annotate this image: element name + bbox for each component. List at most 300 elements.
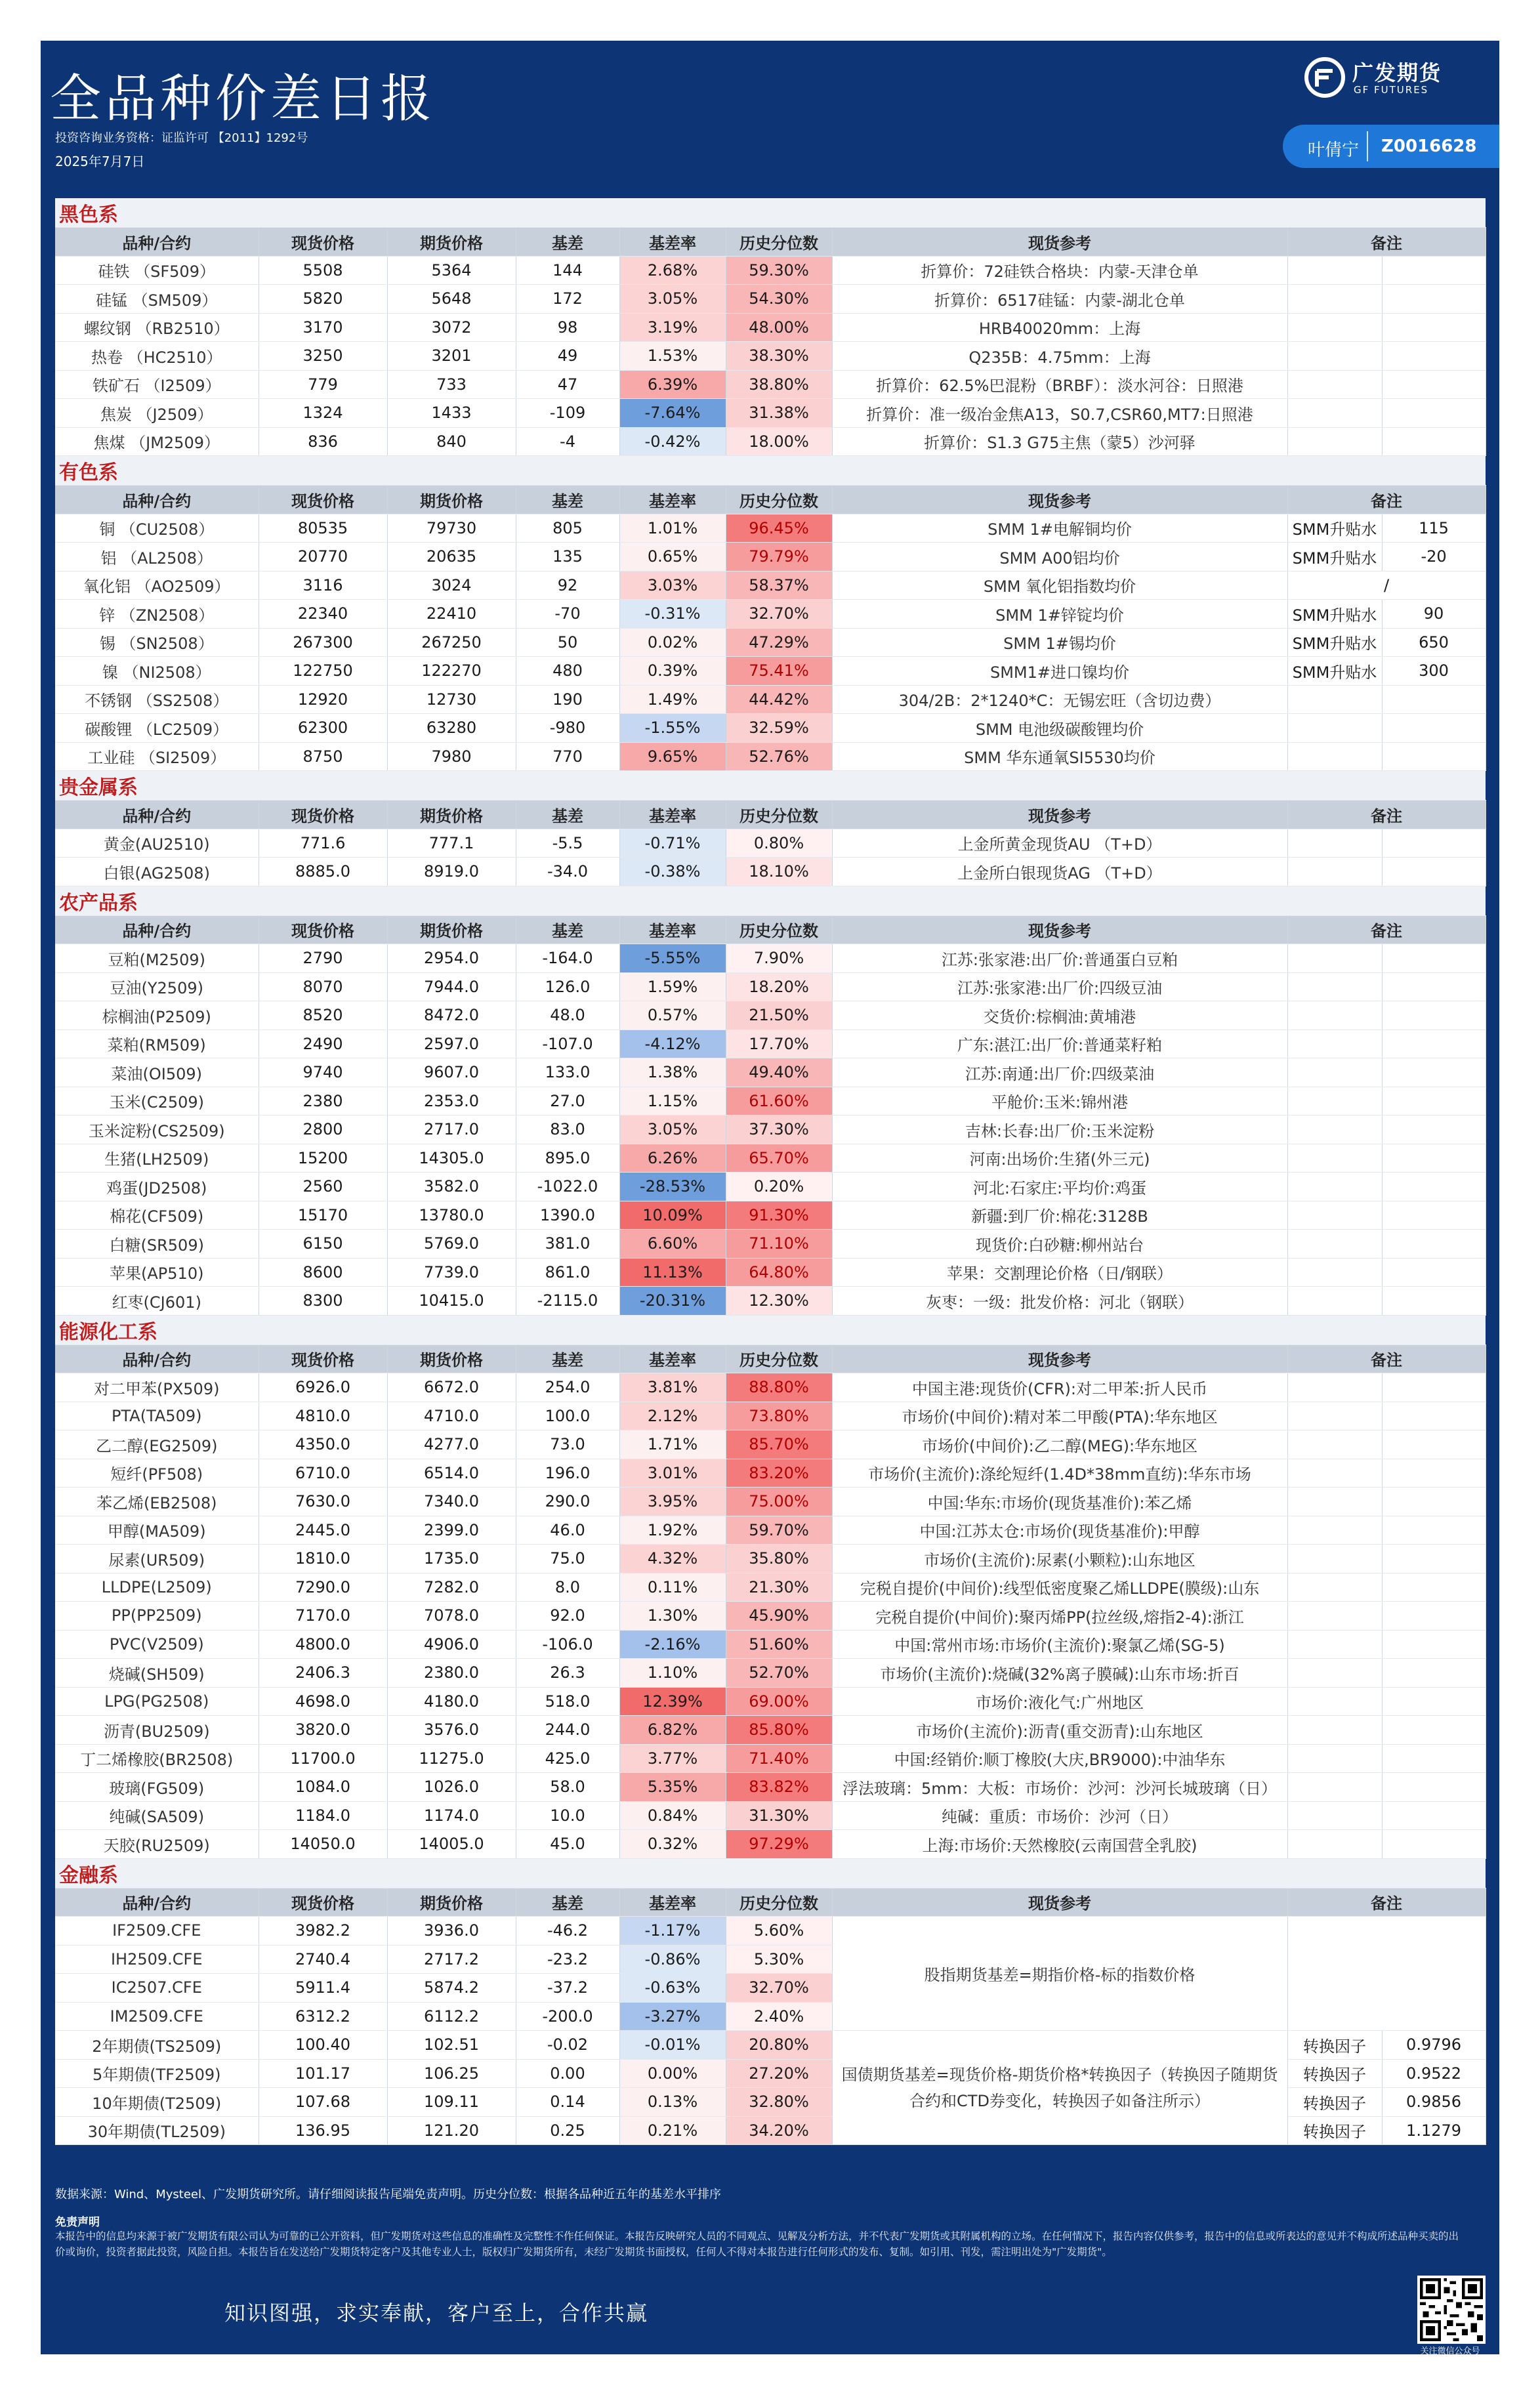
column-header: 基差: [516, 915, 619, 944]
history-percentile: 71.40%: [726, 1744, 832, 1773]
futures-price: 7340.0: [387, 1488, 516, 1516]
spot-price: 6150: [259, 1230, 387, 1259]
futures-price: 2353.0: [387, 1087, 516, 1115]
history-percentile: 71.10%: [726, 1230, 832, 1259]
note-label: SMM升贴水: [1287, 543, 1382, 572]
contract-name: 铁矿石 （I2509）: [55, 370, 259, 399]
spot-reference: 上金所黄金现货AU （T+D）: [832, 829, 1287, 858]
basis-value: 10.0: [516, 1801, 619, 1830]
futures-price: 2717.2: [387, 1945, 516, 1974]
note-label: [1287, 829, 1382, 858]
spot-reference: 中国:经销价:顺丁橡胶(大庆,BR9000):中油华东: [832, 1744, 1287, 1773]
table-row: [55, 1744, 1486, 1773]
note-label: [1287, 1687, 1382, 1716]
spot-reference: 灰枣：一级：批发价格：河北（钢联）: [832, 1287, 1287, 1316]
contract-name: 5年期债(TF2509): [55, 2059, 259, 2088]
basis-value: 92.0: [516, 1602, 619, 1631]
logo-en: GF FUTURES: [1354, 84, 1429, 96]
basis-value: -107.0: [516, 1030, 619, 1058]
basis-value: 26.3: [516, 1659, 619, 1688]
futures-price: 2380.0: [387, 1659, 516, 1688]
basis-rate: -1.17%: [619, 1917, 726, 1946]
spread-table: [55, 198, 1486, 2145]
note-value: [1382, 1115, 1486, 1144]
contract-name: 黄金(AU2510): [55, 829, 259, 858]
table-row: [55, 571, 1486, 600]
company-slogan: 知识图强，求实奉献，客户至上，合作共赢: [224, 2301, 649, 2325]
contract-name: 鸡蛋(JD2508): [55, 1173, 259, 1201]
table-row: [55, 1516, 1486, 1545]
contract-name: 甲醇(MA509): [55, 1516, 259, 1545]
spot-price: 5911.4: [259, 1974, 387, 2003]
basis-value: -109: [516, 399, 619, 428]
column-header: 基差: [516, 801, 619, 829]
history-percentile: 59.30%: [726, 256, 832, 285]
spot-reference: SMM 1#锌锭均价: [832, 600, 1287, 629]
contract-name: 不锈钢 （SS2508）: [55, 685, 259, 714]
column-header: 基差率: [619, 1344, 726, 1373]
basis-rate: -0.01%: [619, 2031, 726, 2060]
basis-value: 518.0: [516, 1687, 619, 1716]
column-header: 现货价格: [259, 228, 387, 257]
gf-logo-icon: [1304, 56, 1346, 98]
history-percentile: 52.70%: [726, 1659, 832, 1688]
futures-price: 109.11: [387, 2088, 516, 2117]
basis-value: -23.2: [516, 1945, 619, 1974]
report-title: 全品种价差日报: [50, 70, 436, 129]
column-header: 基差: [516, 228, 619, 257]
basis-rate: 6.60%: [619, 1230, 726, 1259]
contract-name: LLDPE(L2509): [55, 1573, 259, 1602]
history-percentile: 17.70%: [726, 1030, 832, 1058]
note-label: [1287, 1773, 1382, 1802]
history-percentile: 12.30%: [726, 1287, 832, 1316]
column-header-row: [55, 915, 1486, 944]
contract-name: 玻璃(FG509): [55, 1773, 259, 1802]
spot-price: 12920: [259, 685, 387, 714]
note-value: [1382, 1230, 1486, 1259]
basis-rate: -0.31%: [619, 600, 726, 629]
spot-price: 11700.0: [259, 1744, 387, 1773]
note-label: [1287, 1258, 1382, 1287]
table-row: [55, 1001, 1486, 1030]
note-value: [1382, 944, 1486, 973]
column-header: 历史分位数: [726, 228, 832, 257]
spot-price: 1184.0: [259, 1801, 387, 1830]
spot-price: 107.68: [259, 2088, 387, 2117]
column-header: 基差率: [619, 1888, 726, 1917]
futures-price: 3072: [387, 313, 516, 342]
note-label: 转换因子: [1287, 2031, 1382, 2060]
contract-name: 丁二烯橡胶(BR2508): [55, 1744, 259, 1773]
note-value: [1382, 1144, 1486, 1173]
column-header: 现货价格: [259, 801, 387, 829]
spot-reference: 市场价(中间价):精对苯二甲酸(PTA):华东地区: [832, 1402, 1287, 1430]
note-label: [1287, 1488, 1382, 1516]
history-percentile: 79.79%: [726, 543, 832, 572]
spot-price: 8300: [259, 1287, 387, 1316]
note-label: /: [1287, 571, 1486, 600]
spot-price: 22340: [259, 600, 387, 629]
basis-rate: 5.35%: [619, 1773, 726, 1802]
basis-rate: 2.68%: [619, 256, 726, 285]
basis-value: 381.0: [516, 1230, 619, 1259]
contract-name: 纯碱(SA509): [55, 1801, 259, 1830]
note-label: SMM升贴水: [1287, 628, 1382, 657]
spot-reference: 交货价:棕榈油:黄埔港: [832, 1001, 1287, 1030]
table-row: [55, 944, 1486, 973]
contract-name: 白糖(SR509): [55, 1230, 259, 1259]
history-percentile: 37.30%: [726, 1115, 832, 1144]
table-row: [55, 313, 1486, 342]
spot-price: 7170.0: [259, 1602, 387, 1631]
section-title: 有色系: [55, 456, 1486, 486]
contract-name: IC2507.CFE: [55, 1974, 259, 2003]
basis-rate: 1.71%: [619, 1430, 726, 1459]
history-percentile: 31.38%: [726, 399, 832, 428]
spot-price: 9740: [259, 1058, 387, 1087]
contract-name: PVC(V2509): [55, 1630, 259, 1659]
history-percentile: 35.80%: [726, 1545, 832, 1573]
column-header: 现货价格: [259, 1344, 387, 1373]
report-frame: [41, 41, 1499, 2354]
basis-value: 73.0: [516, 1430, 619, 1459]
basis-value: 47: [516, 370, 619, 399]
history-percentile: 51.60%: [726, 1630, 832, 1659]
spot-price: 2445.0: [259, 1516, 387, 1545]
table-row: [55, 600, 1486, 629]
spot-price: 80535: [259, 514, 387, 543]
basis-rate: -0.86%: [619, 1945, 726, 1974]
table-row: [55, 1430, 1486, 1459]
note-value: [1382, 1087, 1486, 1115]
note-label: [1287, 1287, 1382, 1316]
contract-name: IF2509.CFE: [55, 1917, 259, 1946]
basis-rate: 3.03%: [619, 571, 726, 600]
analyst-name: 叶倩宁: [1308, 140, 1360, 160]
note-value: [1382, 1602, 1486, 1631]
history-percentile: 75.41%: [726, 657, 832, 686]
column-header: 历史分位数: [726, 1344, 832, 1373]
futures-price: 9607.0: [387, 1058, 516, 1087]
note-value: [1382, 1173, 1486, 1201]
note-value: [1382, 1201, 1486, 1230]
basis-value: 58.0: [516, 1773, 619, 1802]
futures-price: 2717.0: [387, 1115, 516, 1144]
column-header: 期货价格: [387, 1888, 516, 1917]
spot-reference: SMM1#进口镍均价: [832, 657, 1287, 686]
basis-value: 83.0: [516, 1115, 619, 1144]
basis-rate: 3.95%: [619, 1488, 726, 1516]
note-value: [1382, 1488, 1486, 1516]
basis-value: 770: [516, 742, 619, 771]
table-row: [55, 399, 1486, 428]
table-row: [55, 1573, 1486, 1602]
history-percentile: 32.59%: [726, 714, 832, 743]
column-header: 期货价格: [387, 228, 516, 257]
basis-rate: 3.19%: [619, 313, 726, 342]
contract-name: 沥青(BU2509): [55, 1716, 259, 1745]
note-value: [1382, 1545, 1486, 1573]
spot-reference: SMM 电池级碳酸锂均价: [832, 714, 1287, 743]
spot-price: 2490: [259, 1030, 387, 1058]
spot-price: 2406.3: [259, 1659, 387, 1688]
column-header: 品种/合约: [55, 228, 259, 257]
column-header: 期货价格: [387, 915, 516, 944]
basis-value: 49: [516, 342, 619, 371]
section-header: [55, 886, 1486, 915]
spot-price: 3250: [259, 342, 387, 371]
basis-rate: 3.77%: [619, 1744, 726, 1773]
basis-rate: -7.64%: [619, 399, 726, 428]
history-percentile: 75.00%: [726, 1488, 832, 1516]
history-percentile: 49.40%: [726, 1058, 832, 1087]
note-label: [1287, 1830, 1382, 1859]
spot-price: 136.95: [259, 2116, 387, 2145]
basis-value: -0.02: [516, 2031, 619, 2060]
basis-value: -5.5: [516, 829, 619, 858]
note-label: [1287, 256, 1382, 285]
column-header-row: [55, 1888, 1486, 1917]
spot-reference: 折算价：72硅铁合格块：内蒙-天津仓单: [832, 256, 1287, 285]
column-header: 基差率: [619, 915, 726, 944]
history-percentile: 47.29%: [726, 628, 832, 657]
basis-value: 480: [516, 657, 619, 686]
note-value: [1382, 1430, 1486, 1459]
note-label: SMM升贴水: [1287, 514, 1382, 543]
report-date: 2025年7月7日: [55, 154, 145, 169]
contract-name: 菜粕(RM509): [55, 1030, 259, 1058]
basis-value: 46.0: [516, 1516, 619, 1545]
spot-reference: 折算价：S1.3 G75主焦（蒙5）沙河驿: [832, 427, 1287, 456]
history-percentile: 88.80%: [726, 1373, 832, 1402]
note-value: [1382, 1801, 1486, 1830]
contract-name: 棉花(CF509): [55, 1201, 259, 1230]
spot-price: 267300: [259, 628, 387, 657]
bond-basis-note: 国债期货基差=现货价格-期货价格*转换因子（转换因子随期货合约和CTD券变化，转换因子如备注所示）: [832, 2031, 1287, 2145]
spot-price: 2800: [259, 1115, 387, 1144]
history-percentile: 58.37%: [726, 571, 832, 600]
note-label: SMM升贴水: [1287, 657, 1382, 686]
basis-rate: -0.71%: [619, 829, 726, 858]
spot-reference: 中国:江苏太仓:市场价(现货基准价):甲醇: [832, 1516, 1287, 1545]
spot-reference: 市场价:液化气:广州地区: [832, 1687, 1287, 1716]
spot-reference: 上金所白银现货AG （T+D）: [832, 858, 1287, 886]
contract-name: LPG(PG2508): [55, 1687, 259, 1716]
contract-name: 短纤(PF508): [55, 1459, 259, 1488]
note-label: [1287, 285, 1382, 314]
history-percentile: 59.70%: [726, 1516, 832, 1545]
contract-name: 玉米(C2509): [55, 1087, 259, 1115]
basis-rate: 0.02%: [619, 628, 726, 657]
spot-reference: 新疆:到厂价:棉花:3128B: [832, 1201, 1287, 1230]
history-percentile: 20.80%: [726, 2031, 832, 2060]
column-header: 品种/合约: [55, 1344, 259, 1373]
license-text: 投资咨询业务资格：证监许可 【2011】1292号: [55, 131, 308, 145]
basis-value: 0.00: [516, 2059, 619, 2088]
spot-price: 62300: [259, 714, 387, 743]
basis-rate: 0.39%: [619, 657, 726, 686]
history-percentile: 54.30%: [726, 285, 832, 314]
basis-value: 0.14: [516, 2088, 619, 2117]
column-header: 期货价格: [387, 801, 516, 829]
column-header: 现货参考: [832, 228, 1287, 257]
contract-name: IH2509.CFE: [55, 1945, 259, 1974]
spot-price: 5508: [259, 256, 387, 285]
note-label: 转换因子: [1287, 2088, 1382, 2117]
futures-price: 3576.0: [387, 1716, 516, 1745]
table-row: [55, 1373, 1486, 1402]
spot-price: 1810.0: [259, 1545, 387, 1573]
note-label: [1287, 1230, 1382, 1259]
spot-price: 6926.0: [259, 1373, 387, 1402]
spot-price: 2740.4: [259, 1945, 387, 1974]
futures-price: 22410: [387, 600, 516, 629]
note-value: [1382, 1258, 1486, 1287]
contract-name: 豆粕(M2509): [55, 944, 259, 973]
contract-name: 焦炭 （J2509）: [55, 399, 259, 428]
futures-price: 6672.0: [387, 1373, 516, 1402]
contract-name: PP(PP2509): [55, 1602, 259, 1631]
table-row: [55, 1030, 1486, 1058]
spot-reference: 江苏:张家港:出厂价:普通蛋白豆粕: [832, 944, 1287, 973]
table-row: [55, 1402, 1486, 1430]
table-row: [55, 1687, 1486, 1716]
table-row: [55, 1459, 1486, 1488]
basis-value: 50: [516, 628, 619, 657]
spot-price: 3116: [259, 571, 387, 600]
spot-reference: 广东:湛江:出厂价:普通菜籽粕: [832, 1030, 1287, 1058]
history-percentile: 45.90%: [726, 1602, 832, 1631]
spot-price: 15170: [259, 1201, 387, 1230]
note-value: [1382, 829, 1486, 858]
basis-value: 196.0: [516, 1459, 619, 1488]
contract-name: 2年期债(TS2509): [55, 2031, 259, 2060]
futures-price: 2954.0: [387, 944, 516, 973]
spot-price: 3170: [259, 313, 387, 342]
table-row: [55, 1087, 1486, 1115]
spot-reference: 市场价(主流价):烧碱(32%离子膜碱):山东市场:折百: [832, 1659, 1287, 1688]
spot-reference: 市场价(中间价):乙二醇(MEG):华东地区: [832, 1430, 1287, 1459]
contract-name: 白银(AG2508): [55, 858, 259, 886]
note-label: [1287, 1373, 1382, 1402]
basis-rate: 1.53%: [619, 342, 726, 371]
basis-value: 172: [516, 285, 619, 314]
contract-name: 生猪(LH2509): [55, 1144, 259, 1173]
column-header: 历史分位数: [726, 1888, 832, 1917]
futures-price: 7980: [387, 742, 516, 771]
contract-name: 10年期债(T2509): [55, 2088, 259, 2117]
basis-value: 425.0: [516, 1744, 619, 1773]
futures-price: 7944.0: [387, 972, 516, 1001]
column-header: 基差率: [619, 801, 726, 829]
futures-price: 102.51: [387, 2031, 516, 2060]
basis-rate: -3.27%: [619, 2002, 726, 2031]
note-value: 115: [1382, 514, 1486, 543]
table-row: [55, 1773, 1486, 1802]
contract-name: 棕榈油(P2509): [55, 1001, 259, 1030]
spot-reference: 吉林:长春:出厂价:玉米淀粉: [832, 1115, 1287, 1144]
futures-price: 7078.0: [387, 1602, 516, 1631]
column-header: 现货参考: [832, 1888, 1287, 1917]
futures-price: 7282.0: [387, 1573, 516, 1602]
spot-price: 771.6: [259, 829, 387, 858]
spot-price: 4698.0: [259, 1687, 387, 1716]
contract-name: 硅铁 （SF509）: [55, 256, 259, 285]
basis-value: 244.0: [516, 1716, 619, 1745]
basis-rate: 0.65%: [619, 543, 726, 572]
note-value: [1382, 1058, 1486, 1087]
spot-price: 8600: [259, 1258, 387, 1287]
basis-rate: 3.05%: [619, 1115, 726, 1144]
basis-rate: 2.12%: [619, 1402, 726, 1430]
note-value: 1.1279: [1382, 2116, 1486, 2145]
basis-value: 144: [516, 256, 619, 285]
note-label: [1287, 1402, 1382, 1430]
contract-name: 菜油(OI509): [55, 1058, 259, 1087]
note-label: [1287, 1459, 1382, 1488]
contract-name: 豆油(Y2509): [55, 972, 259, 1001]
disclaimer-title: 免责声明: [55, 2216, 100, 2229]
spot-reference: 江苏:南通:出厂价:四级菜油: [832, 1058, 1287, 1087]
futures-price: 12730: [387, 685, 516, 714]
spot-price: 3982.2: [259, 1917, 387, 1946]
spot-price: 5820: [259, 285, 387, 314]
contract-name: PTA(TA509): [55, 1402, 259, 1430]
note-value: [1382, 1287, 1486, 1316]
note-value: 0.9522: [1382, 2059, 1486, 2088]
table-row: [55, 1201, 1486, 1230]
basis-rate: 4.32%: [619, 1545, 726, 1573]
table-row: [55, 1659, 1486, 1688]
history-percentile: 2.40%: [726, 2002, 832, 2031]
history-percentile: 73.80%: [726, 1402, 832, 1430]
section-header: [55, 456, 1486, 486]
analyst-divider: [1367, 131, 1368, 161]
futures-price: 777.1: [387, 829, 516, 858]
table-row: [55, 2031, 1486, 2060]
spot-reference: 中国主港:现货价(CFR):对二甲苯:折人民币: [832, 1373, 1287, 1402]
column-header: 品种/合约: [55, 801, 259, 829]
spot-reference: 市场价(主流价):尿素(小颗粒):山东地区: [832, 1545, 1287, 1573]
contract-name: 镍 （NI2508）: [55, 657, 259, 686]
basis-value: 92: [516, 571, 619, 600]
spot-reference: SMM 1#锡均价: [832, 628, 1287, 657]
futures-price: 7739.0: [387, 1258, 516, 1287]
contract-name: 螺纹钢 （RB2510）: [55, 313, 259, 342]
note-label: [1287, 944, 1382, 973]
spot-price: 100.40: [259, 2031, 387, 2060]
spot-price: 2790: [259, 944, 387, 973]
futures-price: 5364: [387, 256, 516, 285]
basis-rate: 1.01%: [619, 514, 726, 543]
futures-price: 13780.0: [387, 1201, 516, 1230]
index-basis-note: 股指期货基差=期指价格-标的指数价格: [832, 1917, 1287, 2031]
note-label: 转换因子: [1287, 2116, 1382, 2145]
table-row: [55, 1488, 1486, 1516]
section-title: 贵金属系: [55, 771, 1486, 801]
column-header: 期货价格: [387, 1344, 516, 1373]
futures-price: 267250: [387, 628, 516, 657]
note-value: [1382, 1030, 1486, 1058]
basis-rate: 1.59%: [619, 972, 726, 1001]
spot-reference: 江苏:张家港:出厂价:四级豆油: [832, 972, 1287, 1001]
note-label: [1287, 1058, 1382, 1087]
table-row: [55, 858, 1486, 886]
note-value: [1382, 1716, 1486, 1745]
table-row: [55, 1917, 1486, 1946]
table-row: [55, 427, 1486, 456]
